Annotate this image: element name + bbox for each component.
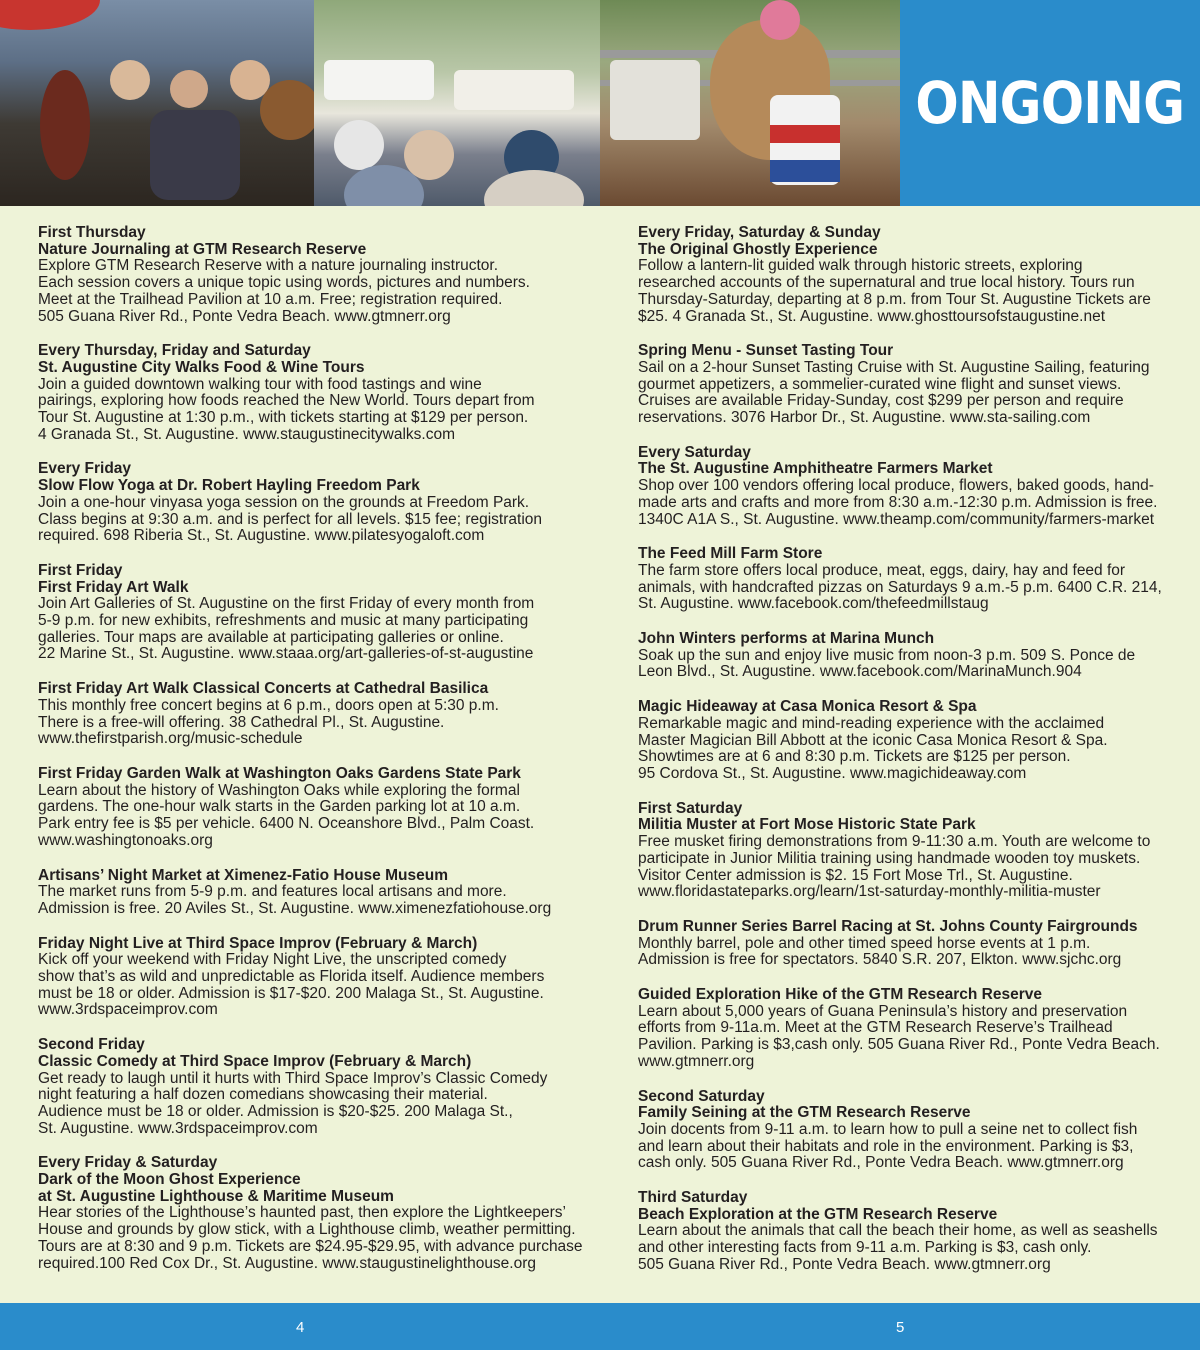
event-heading: First Friday Art Walk [38, 578, 189, 596]
event-heading: Every Friday [38, 460, 132, 478]
event-entry [38, 343, 598, 443]
event-description-line: Park entry fee is $5 per vehicle. 6400 N. Oceanshore Blvd., Palm Coast. [38, 815, 535, 833]
event-description-line: There is a free-will offering. 38 Cathedral Pl., St. Augustine. [38, 713, 445, 731]
event-description-line: Pavilion. Parking is $3,cash only. 505 Guana River Rd., Ponte Vedra Beach. [638, 1036, 1160, 1054]
event-description-line: Free musket firing demonstrations from 9-11:30 a.m. Youth are welcome to [638, 833, 1151, 851]
event-heading: Third Saturday [638, 1189, 748, 1207]
event-heading: Every Friday & Saturday [38, 1154, 218, 1172]
event-description-line: $25. 4 Granada St., St. Augustine. www.ghosttoursofstaugustine.net [638, 307, 1106, 325]
event-description-line: Each session covers a unique topic using words, pictures and numbers. [38, 274, 530, 292]
event-description-line: gardens. The one-hour walk starts in the Garden parking lot at 10 a.m. [38, 798, 521, 816]
event-description-line: Thursday-Saturday, departing at 8 p.m. from Tour St. Augustine Tickets are [638, 290, 1151, 308]
event-description-line: 4 Granada St., St. Augustine. www.staugustinecitywalks.com [38, 425, 455, 443]
header-photo-strip [0, 0, 900, 206]
event-description-line: St. Augustine. www.3rdspaceimprov.com [38, 1119, 318, 1137]
event-heading: Every Friday, Saturday & Sunday [638, 224, 881, 241]
event-description-line: 22 Marine St., St. Augustine. www.staaa.org/art-galleries-of-st-augustine [38, 645, 534, 663]
event-heading: Second Saturday [638, 1087, 765, 1105]
event-description-line: 505 Guana River Rd., Ponte Vedra Beach. www.gtmnerr.org [38, 307, 451, 325]
event-description-line: reservations. 3076 Harbor Dr., St. Augustine. www.sta-sailing.com [638, 409, 1091, 427]
event-description-line: Join a guided downtown walking tour with food tastings and wine [38, 375, 482, 393]
event-entry [638, 801, 1198, 901]
event-heading: Every Thursday, Friday and Saturday [38, 342, 311, 360]
event-description-line: Remarkable magic and mind-reading experience with the acclaimed [638, 714, 1105, 732]
event-heading: First Thursday [38, 224, 146, 241]
crowd-market-photo [314, 0, 600, 206]
event-description-line: gourmet appetizers, a sommelier-curated wine flight and sunset views. [638, 375, 1122, 393]
page-title: ONGOING [915, 69, 1185, 137]
event-description-line: Cruises are available Friday-Sunday, cost $299 per person and require [638, 392, 1124, 410]
event-description-line: participate in Junior Militia training using handmade wooden toy muskets. [638, 849, 1141, 867]
event-description-line: Explore GTM Research Reserve with a nature journaling instructor. [38, 257, 499, 275]
event-description-line: House and grounds by glow stick, with a Lighthouse climb, weather permitting. [38, 1221, 576, 1239]
event-heading: First Friday Garden Walk at Washington Oaks Gardens State Park [38, 764, 521, 782]
event-description-line: 5-9 p.m. for new exhibits, refreshments and music at many participating [38, 612, 529, 630]
event-description-line: Meet at the Trailhead Pavilion at 10 a.m. Free; registration required. [38, 290, 503, 308]
event-heading: Beach Exploration at the GTM Research Reserve [638, 1205, 998, 1223]
right-column [638, 225, 1198, 1292]
event-heading: Slow Flow Yoga at Dr. Robert Hayling Freedom Park [38, 477, 420, 495]
event-description-line: animals, with handcrafted pizzas on Saturdays 9 a.m.-5 p.m. 6400 C.R. 214, [638, 578, 1162, 596]
event-description-line: Audience must be 18 or older. Admission is $20-$25. 200 Malaga St., [38, 1102, 513, 1120]
event-heading: Guided Exploration Hike of the GTM Research Reserve [638, 986, 1042, 1004]
event-entry [38, 681, 598, 748]
event-description-line: Join docents from 9-11 a.m. to learn how to pull a seine net to collect fish [638, 1120, 1138, 1138]
event-description-line: 95 Cordova St., St. Augustine. www.magichideaway.com [638, 764, 1027, 782]
event-heading: Second Friday [38, 1036, 145, 1054]
event-description-line: researched accounts of the supernatural and true local history. Tours run [638, 274, 1135, 292]
event-heading: The Feed Mill Farm Store [638, 545, 823, 563]
event-description-line: Learn about the history of Washington Oaks while exploring the formal [38, 781, 520, 799]
event-heading: at St. Augustine Lighthouse & Maritime Museum [38, 1187, 394, 1205]
event-description-line: Follow a lantern-lit guided walk through historic streets, exploring [638, 257, 1083, 275]
event-heading: First Friday [38, 561, 123, 579]
event-description-line: Tour St. Augustine at 1:30 p.m., with tickets starting at $129 per person. [38, 409, 529, 427]
event-description-line: Soak up the sun and enjoy live music from noon-3 p.m. 509 S. Ponce de [638, 646, 1136, 664]
event-description-line: Join a one-hour vinyasa yoga session on the grounds at Freedom Park. [38, 493, 530, 511]
event-entry [38, 563, 598, 663]
event-description-line: Leon Blvd., St. Augustine. www.facebook.com/MarinaMunch.904 [638, 663, 1082, 681]
event-description-line: 505 Guana River Rd., Ponte Vedra Beach. www.gtmnerr.org [638, 1255, 1051, 1273]
event-description-line: Monthly barrel, pole and other timed speed horse events at 1 p.m. [638, 934, 1091, 952]
event-heading: Drum Runner Series Barrel Racing at St. Johns County Fairgrounds [638, 917, 1138, 935]
event-entry [638, 343, 1198, 427]
event-description-line: This monthly free concert begins at 6 p.m., doors open at 5:30 p.m. [38, 696, 499, 714]
event-heading: Dark of the Moon Ghost Experience [38, 1171, 301, 1189]
event-description-line: Tours are at 8:30 and 9 p.m. Tickets are $24.95-$29.95, with advance purchase [38, 1237, 583, 1255]
event-description-line: and learn about their habitats and role in the environment. Parking is $3, [638, 1137, 1134, 1155]
event-description-line: www.thefirstparish.org/music-schedule [38, 730, 303, 748]
event-description-line: cash only. 505 Guana River Rd., Ponte Vedra Beach. www.gtmnerr.org [638, 1154, 1124, 1172]
page-number-right: 5 [896, 1319, 905, 1336]
event-description-line: required. 698 Riberia St., St. Augustine. www.pilatesyogaloft.com [38, 527, 485, 545]
event-entry [638, 699, 1198, 783]
event-heading: Family Seining at the GTM Research Reserve [638, 1104, 971, 1122]
event-description-line: www.gtmnerr.org [638, 1052, 755, 1070]
event-entry [638, 1190, 1198, 1274]
event-description-line: required.100 Red Cox Dr., St. Augustine. www.staugustinelighthouse.org [38, 1254, 537, 1272]
event-entry [38, 936, 598, 1020]
event-description-line: www.3rdspaceimprov.com [38, 1001, 218, 1019]
event-entry [38, 1037, 598, 1137]
event-description-line: show that’s as wild and unpredictable as Florida itself. Audience members [38, 968, 545, 986]
event-heading: First Friday Art Walk Classical Concerts at Cathedral Basilica [38, 680, 489, 698]
event-heading: Spring Menu - Sunset Tasting Tour [638, 342, 894, 360]
event-description-line: Learn about 5,000 years of Guana Peninsula’s history and preservation [638, 1002, 1128, 1020]
event-description-line: www.floridastateparks.org/learn/1st-saturday-monthly-militia-muster [638, 883, 1101, 901]
event-heading: First Saturday [638, 799, 743, 817]
event-description-line: 1340C A1A S., St. Augustine. www.theamp.com/community/farmers-market [638, 510, 1155, 528]
event-description-line: made arts and crafts and more from 8:30 a.m.-12:30 p.m. Admission is free. [638, 493, 1158, 511]
event-description-line: Admission is free. 20 Aviles St., St. Augustine. www.ximenezfatiohouse.org [38, 899, 552, 917]
event-heading: Friday Night Live at Third Space Improv (February & March) [38, 934, 478, 952]
event-description-line: Admission is free for spectators. 5840 S.R. 207, Elkton. www.sjchc.org [638, 951, 1122, 969]
event-heading: The St. Augustine Amphitheatre Farmers Market [638, 460, 993, 478]
event-entry [638, 225, 1198, 325]
event-description-line: efforts from 9-11a.m. Meet at the GTM Research Reserve’s Trailhead [638, 1019, 1113, 1037]
event-description-line: Join Art Galleries of St. Augustine on the first Friday of every month from [38, 595, 535, 613]
event-entry [38, 1155, 598, 1272]
event-description-line: Class begins at 9:30 a.m. and is perfect for all levels. $15 fee; registration [38, 510, 543, 528]
event-description-line: St. Augustine. www.facebook.com/thefeedmillstaug [638, 595, 989, 613]
event-description-line: The market runs from 5-9 p.m. and features local artisans and more. [38, 883, 507, 901]
event-heading: Nature Journaling at GTM Research Reserve [38, 240, 367, 258]
event-description-line: Shop over 100 vendors offering local produce, flowers, baked goods, hand- [638, 477, 1154, 495]
event-heading: Every Saturday [638, 443, 751, 461]
event-description-line: Showtimes are at 6 and 8:30 p.m. Tickets are $125 per person. [638, 748, 1071, 766]
event-entry [38, 461, 598, 545]
event-description-line: Kick off your weekend with Friday Night Live, the unscripted comedy [38, 951, 507, 969]
event-description-line: Learn about the animals that call the beach their home, as well as seashells [638, 1222, 1158, 1240]
event-description-line: Get ready to laugh until it hurts with Third Space Improv’s Classic Comedy [38, 1069, 548, 1087]
event-heading: Magic Hideaway at Casa Monica Resort & Spa [638, 698, 977, 716]
event-heading: The Original Ghostly Experience [638, 240, 878, 258]
barrel-racer-photo [600, 0, 900, 206]
event-entry [638, 987, 1198, 1071]
event-entry [638, 919, 1198, 969]
event-heading: John Winters performs at Marina Munch [638, 630, 935, 648]
event-description-line: and other interesting facts from 9-11 a.m. Parking is $3, cash only. [638, 1239, 1092, 1257]
title-banner [900, 0, 1200, 206]
event-entry [638, 1089, 1198, 1173]
event-heading: Artisans’ Night Market at Ximenez-Fatio House Museum [38, 866, 448, 884]
event-heading: Classic Comedy at Third Space Improv (February & March) [38, 1052, 472, 1070]
musicians-photo [0, 0, 314, 206]
event-entry [638, 631, 1198, 681]
page-number-left: 4 [296, 1319, 305, 1336]
event-description-line: night featuring a half dozen comedians showcasing their material. [38, 1086, 488, 1104]
event-heading: Militia Muster at Fort Mose Historic State Park [638, 816, 976, 834]
event-description-line: Sail on a 2-hour Sunset Tasting Cruise with St. Augustine Sailing, featuring [638, 358, 1150, 376]
event-description-line: Master Magician Bill Abbott at the iconic Casa Monica Resort & Spa. [638, 731, 1108, 749]
event-description-line: must be 18 or older. Admission is $17-$20. 200 Malaga St., St. Augustine. [38, 984, 544, 1002]
event-entry [638, 546, 1198, 613]
event-description-line: The farm store offers local produce, meat, eggs, dairy, hay and feed for [638, 561, 1126, 579]
event-entry [38, 766, 598, 850]
event-description-line: pairings, exploring how foods reached the New World. Tours depart from [38, 392, 535, 410]
event-entry [638, 445, 1198, 529]
event-description-line: Visitor Center admission is $2. 15 Fort Mose Trl., St. Augustine. [638, 866, 1073, 884]
footer-bar [0, 1303, 1200, 1350]
left-column [38, 225, 598, 1290]
event-entry [38, 225, 598, 325]
event-entry [38, 868, 598, 918]
event-heading: St. Augustine City Walks Food & Wine Tours [38, 358, 365, 376]
event-description-line: Hear stories of the Lighthouse’s haunted past, then explore the Lightkeepers’ [38, 1204, 566, 1222]
event-description-line: www.washingtonoaks.org [38, 831, 213, 849]
event-description-line: galleries. Tour maps are available at participating galleries or online. [38, 628, 504, 646]
